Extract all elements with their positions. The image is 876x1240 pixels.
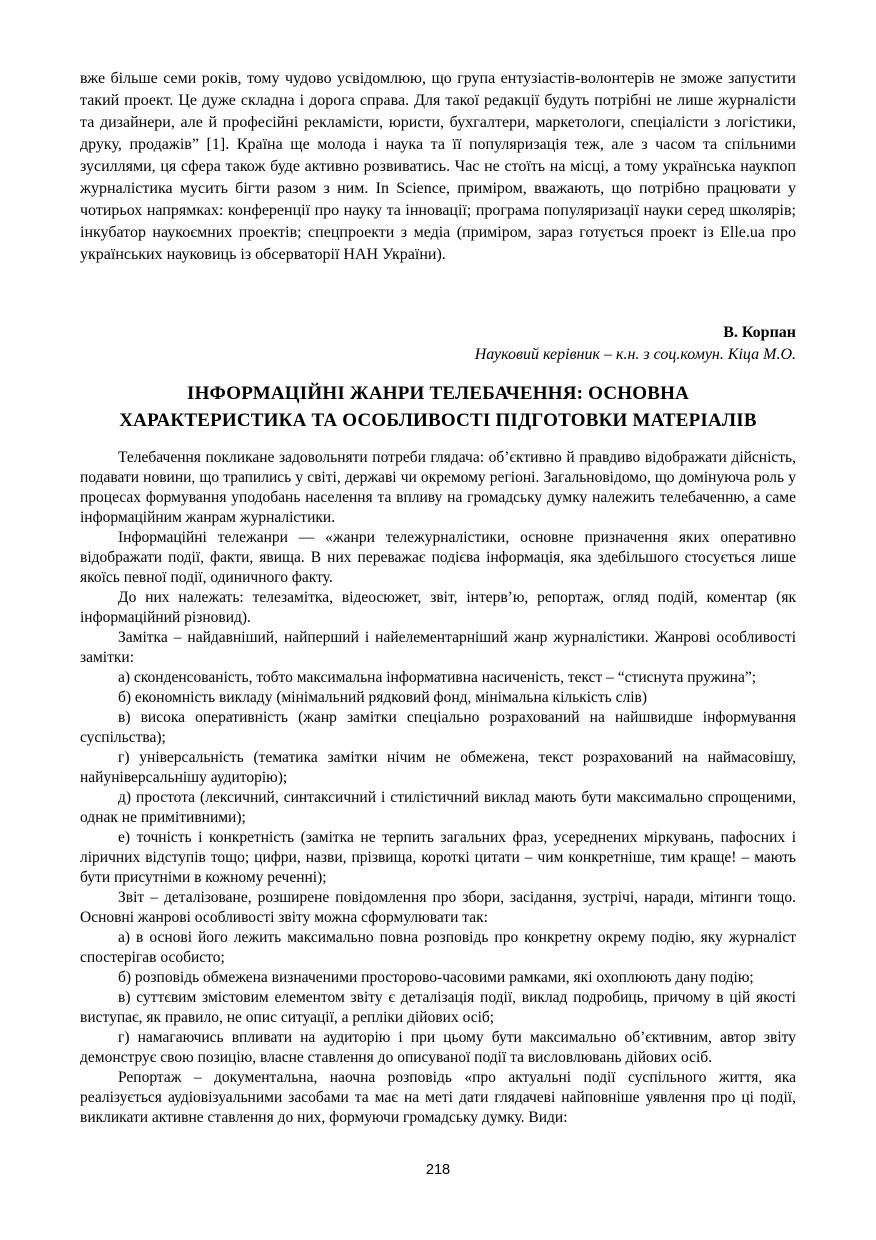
page-number: 218 [425, 1162, 451, 1178]
body-paragraph: б) розповідь обмежена визначеними просторово-часовими рамками, які охоплюють дану подію; [118, 969, 754, 986]
body-paragraph: г) універсальність (тематика замітки нічим не обмежена, текст розрахований на наймасовішу, найуніверсальнішу аудиторію); [80, 749, 796, 786]
body-paragraph: Телебачення покликане задовольняти потреби глядача: об’єктивно й правдиво відображати дійсність, подавати новини, що трапились у світі, державі чи окремому регіоні. Загальновідомо, що домінуюча роль у процесах формування уподобань населення та впливу на громадську думку належить телебаченню, а саме інформаційним жанрам журналістики. [80, 449, 796, 526]
supervisor-line: Науковий керівник – к.н. з соц.комун. Кіца М.О. [474, 346, 796, 363]
continuation-paragraph: вже більше семи років, тому чудово усвідомлюю, що група ентузіастів-волонтерів не зможе запустити такий проект. Це дуже складна і дорога справа. Для такої редакції будуть потрібні не лише журналісти та дизайнери, але й професійні рекламісти, юристи, бухгалтери, маркетологи, спеціалісти з логістики, друку, продажів” [1]. Країна ще молода і наука та її популяризація теж, але з часом та спільними зусиллями, ця сфера також буде активно розвиватись. Час не стоїть на місці, а тому українська наукпоп журналістика мусить бігти разом з ним. In Science, приміром, вважають, що потрібно працювати у чотирьох напрямках: конференції про науку та інновації; програма популяризації науки серед школярів; інкубатор наукоємних проектів; спецпроекти з медіа (приміром, зараз готується проект із Elle.ua про українських науковиць із обсерваторії НАН України). [80, 70, 796, 263]
author-name: В. Корпан [723, 324, 796, 341]
body-paragraph: Репортаж – документальна, наочна розповідь «про актуальні події суспільного життя, яка реалізується аудіовізуальними засобами та має на меті дати глядачеві найповніше уявлення про ці події, викликати активне ставлення до них, формуючи громадську думку. Види: [80, 1069, 796, 1126]
body-paragraph: а) в основі його лежить максимально повна розповідь про конкретну окрему подію, яку журналіст спостерігав особисто; [80, 929, 796, 966]
byline [80, 322, 796, 366]
body-paragraph: б) економність викладу (мінімальний рядковий фонд, мінімальна кількість слів) [118, 689, 648, 706]
body-paragraph: Звіт – деталізоване, розширене повідомлення про збори, засідання, зустрічі, наради, мітинги тощо. Основні жанрові особливості звіту можна сформулювати так: [80, 889, 796, 926]
body-paragraph: Інформаційні тележанри — «жанри тележурналістики, основне призначення яких оперативно відображати події, факти, явища. В них переважає подієва інформація, яка здебільшого стосується лише якоїсь певної події, одиничного факту. [80, 529, 796, 586]
article-body [80, 448, 796, 1128]
body-paragraph: а) сконденсованість, тобто максимальна інформативна насиченість, текст – “стиснута пружина”; [118, 669, 757, 686]
body-paragraph: в) суттєвим змістовим елементом звіту є деталізація події, виклад подробиць, причому в цій якості виступає, як правило, не опис ситуації, а репліки дійових осіб; [80, 989, 796, 1026]
body-paragraph: е) точність і конкретність (замітка не терпить загальних фраз, усереднених міркувань, пафосних і ліричних відступів тощо; цифри, назви, прізвища, короткі цитати – чим конкретніше, тим краще! – мають бути присутніми в кожному реченні); [80, 829, 796, 886]
body-paragraph: д) простота (лексичний, синтаксичний і стилістичний виклад мають бути максимально спрощеними, однак не примітивними); [80, 789, 796, 826]
body-paragraph: г) намагаючись впливати на аудиторію і при цьому бути максимально об’єктивним, автор звіту демонструє свою позицію, власне ставлення до описуваної події та висловлювань дійових осіб. [80, 1029, 796, 1066]
body-paragraph: До них належать: телезамітка, відеосюжет, звіт, інтерв’ю, репортаж, огляд подій, коментар (як інформаційний різновид). [80, 589, 796, 626]
body-paragraph: Замітка – найдавніший, найперший і найелементарніший жанр журналістики. Жанрові особливості замітки: [80, 629, 796, 666]
body-paragraph: в) висока оперативність (жанр замітки спеціально розрахований на найшвидше інформування суспільства); [80, 709, 796, 746]
article-title: ІНФОРМАЦІЙНІ ЖАНРИ ТЕЛЕБАЧЕННЯ: ОСНОВНА ХАРАКТЕРИСТИКА ТА ОСОБЛИВОСТІ ПІДГОТОВКИ МАТЕРІАЛІВ [119, 383, 757, 431]
